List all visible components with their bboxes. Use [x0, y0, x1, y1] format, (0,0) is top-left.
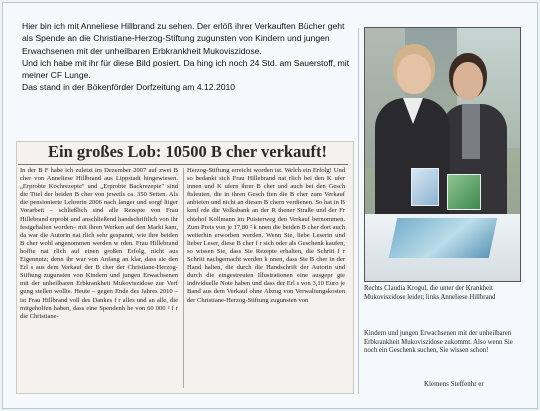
intro-line: Und ich habe mit ihr für diese Bild posiert. Da hing ich noch 24 Std. am Sauerstoff, mit meiner CF Lunge.	[22, 57, 350, 81]
book-held-right	[447, 174, 481, 210]
intro-line: Das stand in der Bökenförder Dorfzeitung am 4.12.2010	[22, 82, 236, 93]
intro-text	[22, 20, 357, 94]
headline-rule	[18, 164, 348, 165]
article-author: Klemens Steffenhr er	[424, 380, 484, 388]
article-headline: Ein großes Lob: 10500 B cher verkauft!	[48, 142, 327, 161]
person-right-scarf	[462, 104, 480, 159]
intro-line: Hier bin ich mit Anneliese Hillbrand zu sehen. Der erlöß ihrer Verkauften Bücher geht als Spende an die Christiane-Herzog-Stiftung zugunsten von Kindern und jungen Erwachsenen mit der unheilbaren Erbkrankheit Mukoviszidose.	[22, 21, 345, 56]
books-on-table	[389, 218, 498, 258]
article-column-2	[187, 167, 345, 389]
article-closing-text: Kindern und jungen Erwachsenen mit der unheilbaren Erbkrankheit Mukoviszidose zukommt. Also wenn Sie noch ein Geschenk suchen, Sie wissen schon!	[364, 330, 513, 355]
article-column-divider	[183, 168, 184, 388]
person-left-head	[397, 54, 431, 94]
photo-caption: Rechts Claudia Krogul, die unter der Krankheit Mukoviszidose leidet; links Anneliese Hillbrand	[364, 285, 496, 301]
column-divider	[358, 28, 359, 394]
book-held-left	[411, 168, 439, 206]
article-column-1	[20, 167, 178, 389]
article-text: Herzog-Stiftung erreicht worden ist. Welch ein Erfolg! Und so bedankt sich Frau Hillebrand nat rlich bei den K ufer innen und K ufern ihrer B cher und auch bei den Gesch ftsleuten, die in ihren Gesch ften die B cher zum Verkauf anbieten und nicht an diesen B chern verdienen. So hat in B kenf rde die Volksbank an der R thener Straße und der Fr chtehof Kollmann im Puisterweg den Verkauf bernommen. Zum Preis von je 17,80 ² k nnen die beiden B cher dort auch weiterhin erworben werden. Wenn Sie, liebe Leserin und lieber Leser, diese B cher f r sich oder als Geschenk kaufen, so wissen Sie, dass Sie Rezepte erhalten, die Schritt f r Schritt nachgemacht werden k nnen, dass Sie B cher in der Hand halten, die durch die Handschrift der Autorin und durch die eingestreuten Illustrationen eine ausgepr gte individuelle Note haben und dass der Erl s von 3,10 Euro je Band aus dem Verkauf ohne Abzug von Verwaltungskosten der Christiane-Herzog-Stiftung zugunsten von	[187, 167, 345, 304]
newspaper-photo	[364, 27, 521, 282]
article-text: In der B F habe ich zuletzt im Dezember 2007 auf zwei B cher von Anneliese Hillbrand aus Lippstadt hingewiesen. „Erprobte Kochrezepte" und „Erprobte Backrezepte" sind die Titel der beiden B cher von jeweils ca. 350 Seiten. Als die pensionierte Lehrerin 2006 nach langer und sorgf ltiger Vorarbeit – schließlich sind alle Rezepte von Frau Hillebrand erprobt und anschließend handschriftlich von ihr festgehalten worden– mit ihren Werken auf den Markt kam, da war die Autorin nat rlich sehr gespannt, wie ihre beiden B cher wohl angenommen werden w rden. Frau Hillebrand hoffte nat rlich auf einen großen Erfolg, nicht aus Eigennutz; denn ihr war von Anfang an klar, dass sie den Erl s aus dem Verkauf der B cher der Christiane-Herzog-Stiftung zugunsten von Kindern und jungen Erwachsenen mit der unheilbaren Erbkrankheit Mukoviszidose zur Verf gung stellen wollte. Heute – gegen Ende des Jahres 2010 – ist Frau Hillbrand voll des Dankes f r alles und an alle, die mitgeholfen haben, dass eine Spendenh he von 60 000 ² f r die Christiane-	[20, 167, 178, 320]
person-right-head	[453, 62, 483, 100]
